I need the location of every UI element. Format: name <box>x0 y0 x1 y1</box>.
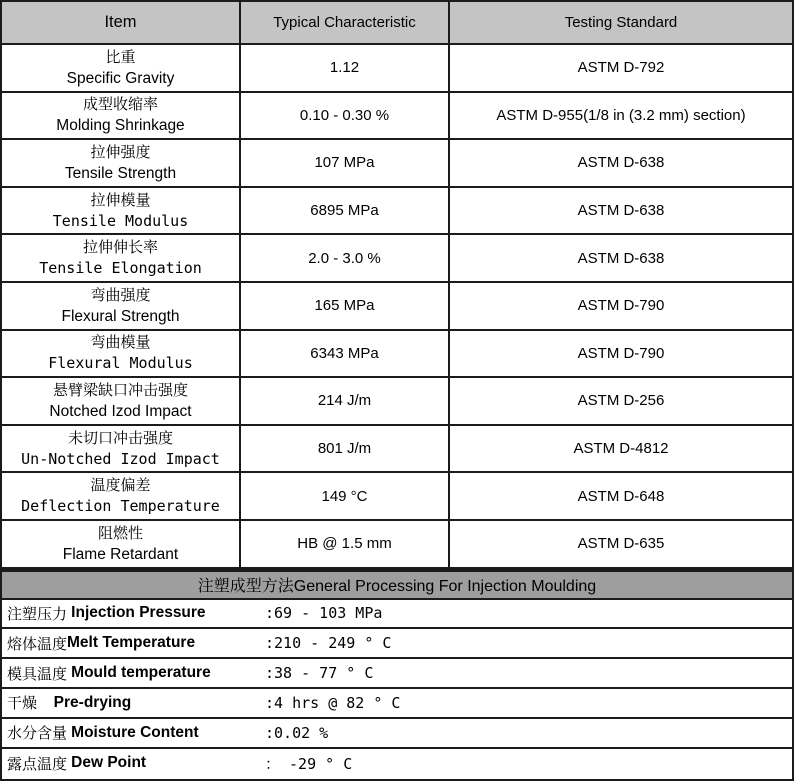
property-row <box>2 521 792 569</box>
item-name-en: Tensile Strength <box>64 164 177 182</box>
typical-value-cell: 6895 MPa <box>241 188 450 234</box>
property-row <box>2 426 792 474</box>
item-cell <box>2 188 241 234</box>
processing-label-zh: 水分含量 <box>7 725 72 743</box>
processing-value: :0.02 % <box>265 723 329 742</box>
processing-row <box>2 719 792 749</box>
item-name-zh: 成型收缩率 <box>82 96 158 114</box>
testing-standard-cell: ASTM D-792 <box>577 59 665 77</box>
processing-value: :210 - 249 ° C <box>265 634 392 653</box>
item-name-en: Notched Izod Impact <box>49 402 192 420</box>
processing-label-zh: 模具温度 <box>7 665 72 683</box>
processing-row <box>2 749 792 779</box>
item-name-zh: 未切口冲击强度 <box>67 429 173 447</box>
item-name-en: Molding Shrinkage <box>56 117 185 135</box>
item-cell <box>2 378 241 424</box>
typical-value-cell: 0.10 - 0.30 % <box>241 93 450 139</box>
item-name-zh: 阻燃性 <box>97 524 143 542</box>
processing-row <box>2 629 792 659</box>
item-name-zh: 弯曲强度 <box>90 286 151 304</box>
processing-row <box>2 689 792 719</box>
processing-value: :4 hrs @ 82 ° C <box>265 693 401 712</box>
typical-value-cell: 107 MPa <box>241 140 450 186</box>
property-row <box>2 93 792 141</box>
processing-row <box>2 600 792 630</box>
testing-standard-cell: ASTM D-648 <box>577 487 665 505</box>
processing-label-zh: 露点温度 <box>7 755 72 773</box>
typical-value-cell: 2.0 - 3.0 % <box>241 235 450 281</box>
item-name-en: Tensile Modulus <box>52 211 189 230</box>
property-row <box>2 235 792 283</box>
testing-standard-cell: ASTM D-256 <box>577 392 665 410</box>
column-header-testing-standard: Testing Standard <box>564 14 678 31</box>
typical-value-cell: 1.12 <box>241 45 450 91</box>
item-name-zh: 温度偏差 <box>90 477 151 495</box>
processing-value: ： -29 ° C <box>265 754 353 773</box>
item-cell <box>2 235 241 281</box>
typical-value-cell: 214 J/m <box>241 378 450 424</box>
item-cell <box>2 140 241 186</box>
item-name-zh: 拉伸模量 <box>90 191 151 209</box>
property-row <box>2 188 792 236</box>
property-rows <box>2 45 792 569</box>
testing-standard-cell: ASTM D-635 <box>577 535 665 553</box>
testing-standard-cell: ASTM D-790 <box>577 297 665 315</box>
typical-value-cell: 6343 MPa <box>241 331 450 377</box>
item-cell <box>2 45 241 91</box>
property-row <box>2 378 792 426</box>
item-cell <box>2 426 241 472</box>
testing-standard-cell: ASTM D-638 <box>577 249 665 267</box>
processing-label-en: Mould temperature <box>71 664 211 682</box>
typical-value-cell: 149 °C <box>241 473 450 519</box>
item-name-en: Specific Gravity <box>66 69 175 87</box>
processing-label-en: Dew Point <box>71 754 147 772</box>
item-name-en: Flexural Strength <box>61 307 180 325</box>
typical-value-cell: HB @ 1.5 mm <box>241 521 450 567</box>
testing-standard-cell: ASTM D-638 <box>577 202 665 220</box>
processing-label-en: Melt Temperature <box>67 634 196 652</box>
item-name-zh: 弯曲模量 <box>90 334 151 352</box>
property-row <box>2 45 792 93</box>
item-name-en: Deflection Temperature <box>21 497 220 516</box>
property-row <box>2 283 792 331</box>
item-name-en: Un-Notched Izod Impact <box>21 449 220 468</box>
item-name-zh: 拉伸伸长率 <box>82 239 158 257</box>
item-name-zh: 比重 <box>105 48 136 66</box>
testing-standard-cell: ASTM D-955(1/8 in (3.2 mm) section) <box>496 106 746 124</box>
processing-section-banner: 注塑成型方法General Processing For Injection Moulding <box>2 569 792 600</box>
property-row <box>2 331 792 379</box>
processing-label-zh: 干燥 <box>7 695 54 713</box>
item-name-en: Flame Retardant <box>62 545 179 563</box>
item-cell <box>2 521 241 567</box>
processing-label-zh: 注塑压力 <box>7 605 72 623</box>
column-header-typical-characteristic: Typical Characteristic <box>241 2 450 43</box>
item-name-en: Flexural Modulus <box>48 354 193 373</box>
column-header-item: Item <box>2 2 241 43</box>
processing-row <box>2 659 792 689</box>
testing-standard-cell: ASTM D-4812 <box>573 440 669 458</box>
processing-label-en: Pre-drying <box>53 693 132 711</box>
typical-value-cell: 801 J/m <box>241 426 450 472</box>
item-name-en: Tensile Elongation <box>39 259 202 278</box>
testing-standard-cell: ASTM D-790 <box>577 344 665 362</box>
processing-label-zh: 熔体温度 <box>7 635 68 653</box>
processing-rows <box>2 600 792 779</box>
typical-value-cell: 165 MPa <box>241 283 450 329</box>
table-header-row <box>2 2 792 45</box>
processing-value: :38 - 77 ° C <box>265 664 374 683</box>
item-cell <box>2 283 241 329</box>
processing-label-en: Injection Pressure <box>71 604 206 622</box>
item-name-zh: 悬臂梁缺口冲击强度 <box>52 381 188 399</box>
processing-value: :69 - 103 MPa <box>265 604 383 623</box>
item-name-zh: 拉伸强度 <box>90 143 151 161</box>
item-cell <box>2 473 241 519</box>
property-row <box>2 140 792 188</box>
testing-standard-cell: ASTM D-638 <box>577 154 665 172</box>
item-cell <box>2 93 241 139</box>
property-row <box>2 473 792 521</box>
processing-label-en: Moisture Content <box>71 723 199 741</box>
item-cell <box>2 331 241 377</box>
